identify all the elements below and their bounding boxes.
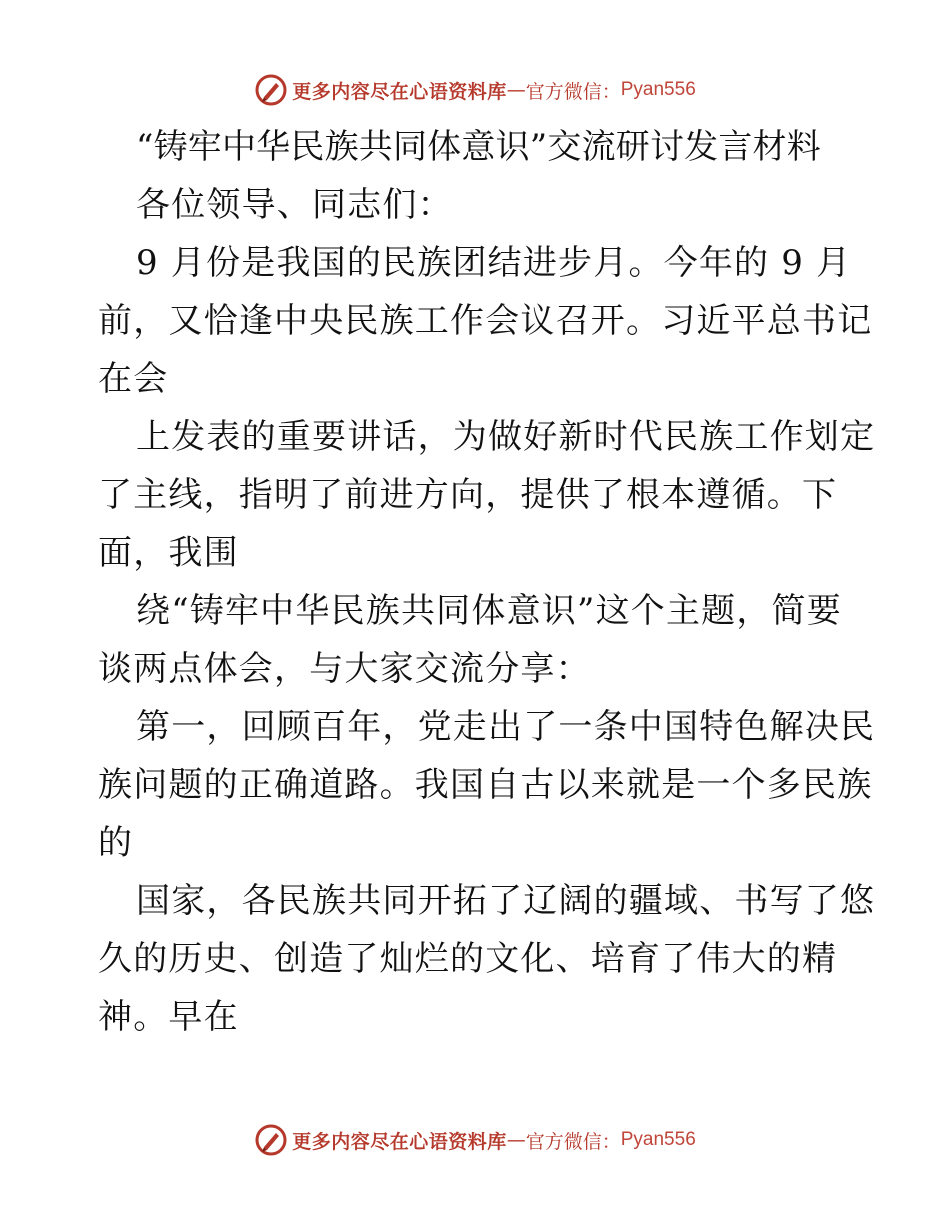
watermark-id: Pyan556 <box>620 1129 696 1150</box>
text-line: 的 <box>98 823 134 863</box>
watermark-brand: 更多内容尽在心语资料库 <box>292 80 507 103</box>
text-line: 国家，各民族共同开拓了辽阔的疆域、书写了悠 <box>136 881 876 921</box>
watermark-id: Pyan556 <box>620 79 696 100</box>
document-body <box>98 118 876 1046</box>
text-line: 族问题的正确道路。我国自古以来就是一个多民族 <box>98 765 873 805</box>
text-line: 谈两点体会，与大家交流分享： <box>98 649 591 689</box>
watermark-brand: 更多内容尽在心语资料库 <box>292 1130 507 1153</box>
text-line: 9 月份是我国的民族团结进步月。今年的 9 月 <box>136 243 852 283</box>
text-line: 久的历史、创造了灿烂的文化、培育了伟大的精 <box>98 939 838 979</box>
header-watermark <box>0 70 950 110</box>
salutation: 各位领导、同志们： <box>136 185 453 225</box>
watermark-label: 官方微信： <box>525 80 621 103</box>
watermark-label: 官方微信： <box>525 1130 621 1153</box>
footer-watermark <box>0 1120 950 1160</box>
text-line: 了主线，指明了前进方向，提供了根本遵循。下 <box>98 475 838 515</box>
text-line: 前，又恰逢中央民族工作会议召开。习近平总书记 <box>98 301 873 341</box>
text-line: 神。早在 <box>98 997 239 1037</box>
document-title: “铸牢中华民族共同体意识”交流研讨发言材料 <box>136 127 821 167</box>
watermark-separator: — <box>506 79 526 101</box>
text-line: 绕“铸牢中华民族共同体意识”这个主题，简要 <box>136 591 842 631</box>
text-line: 上发表的重要讲话，为做好新时代民族工作划定 <box>136 417 876 457</box>
text-line: 面，我围 <box>98 533 239 573</box>
pen-logo-icon <box>254 1123 288 1157</box>
pen-logo-icon <box>254 73 288 107</box>
text-line: 第一，回顾百年，党走出了一条中国特色解决民 <box>136 707 876 747</box>
watermark-separator: — <box>506 1129 526 1151</box>
text-line: 在会 <box>98 359 169 399</box>
